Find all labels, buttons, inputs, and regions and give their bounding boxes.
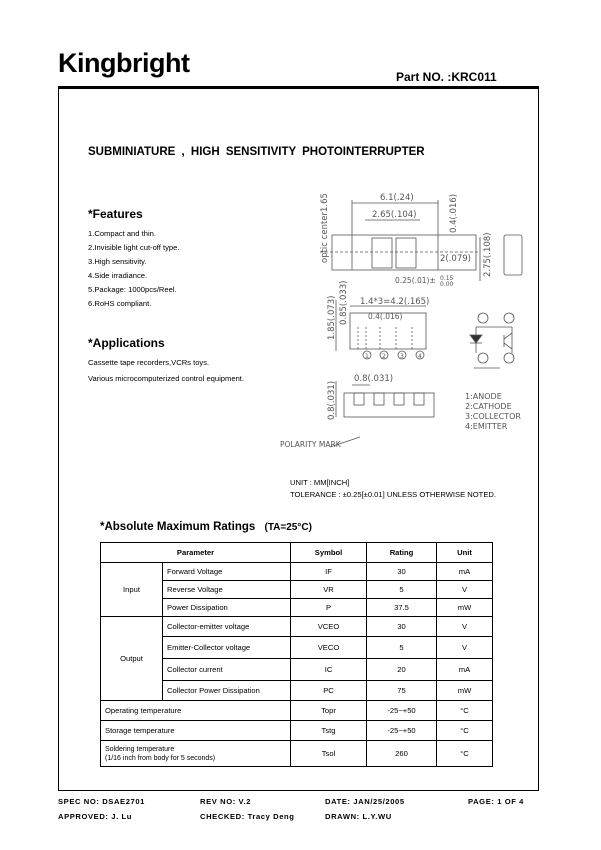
feature-item: 2.Invisible light cut-off type. <box>88 243 180 252</box>
param-line: (1/16 inch from body for 5 seconds) <box>105 754 216 762</box>
table-row <box>101 721 493 741</box>
symbol-cell: IC <box>291 659 367 681</box>
ratings-title <box>100 521 312 533</box>
group-output: Output <box>101 617 163 701</box>
pin-label: 4:EMITTER <box>465 422 508 431</box>
param-cell: Collector current <box>163 659 291 681</box>
header-unit: Unit <box>437 543 493 563</box>
symbol-cell: Tsol <box>291 741 367 767</box>
param-cell <box>101 741 291 767</box>
dim-d7a: 0.15 <box>440 275 454 282</box>
rating-cell: 20 <box>367 659 437 681</box>
unit-cell: °C <box>437 741 493 767</box>
table-row <box>101 741 493 767</box>
symbol-cell: Tstg <box>291 721 367 741</box>
brand-logo: Kingbright <box>58 48 190 78</box>
unit-note: UNIT : MM[INCH] <box>290 478 350 487</box>
pin-label: 1:ANODE <box>465 392 502 401</box>
param-cell: Collector Power Dissipation <box>163 681 291 701</box>
feature-item: 6.RoHS compliant. <box>88 299 152 308</box>
rating-cell: 30 <box>367 617 437 637</box>
dim-d1: 6.1(.24) <box>380 193 414 203</box>
rating-cell: 260 <box>367 741 437 767</box>
header-parameter: Parameter <box>101 543 291 563</box>
ratings-title-text: *Absolute Maximum Ratings <box>100 521 256 533</box>
param-cell: Storage temperature <box>101 721 291 741</box>
rating-cell: -25~+50 <box>367 721 437 741</box>
unit-cell: mA <box>437 659 493 681</box>
unit-cell: mA <box>437 563 493 581</box>
unit-cell: V <box>437 637 493 659</box>
pin-number: 3 <box>400 353 404 360</box>
pin-number: 2 <box>382 353 386 360</box>
footer-checked: CHECKED: Tracy Deng <box>200 812 295 821</box>
footer-drawn: DRAWN: L.Y.WU <box>325 812 392 821</box>
unit-cell: mW <box>437 681 493 701</box>
polarity-mark-label: POLARITY MARK <box>280 440 341 449</box>
dim-d7: 0.25(.01)± <box>395 276 436 285</box>
dim-d3: 0.4(.016) <box>449 193 459 233</box>
emitter-window <box>372 238 392 268</box>
param-cell: Reverse Voltage <box>163 581 291 599</box>
package-drawing <box>280 185 540 460</box>
pin-label: 3:COLLECTOR <box>465 412 521 421</box>
feature-item: 1.Compact and thin. <box>88 229 156 238</box>
param-cell: Collector-emitter voltage <box>163 617 291 637</box>
dim-d5: 2.75(.108) <box>483 232 493 277</box>
unit-cell: °C <box>437 701 493 721</box>
ratings-table <box>100 542 493 767</box>
table-row <box>101 563 493 581</box>
features-heading: *Features <box>88 207 143 221</box>
application-item: Various microcomputerized control equipment. <box>88 374 245 383</box>
detector-window <box>396 238 416 268</box>
body-outline <box>332 235 476 270</box>
dim-d13: 0.8(.031) <box>327 380 337 420</box>
side-view <box>504 235 522 275</box>
ratings-condition: (TA=25°C) <box>264 522 312 533</box>
header-symbol: Symbol <box>291 543 367 563</box>
symbol-cell: VR <box>291 581 367 599</box>
part-number: Part NO. :KRC011 <box>396 70 497 84</box>
tolerance-note: TOLERANCE : ±0.25[±0.01] UNLESS OTHERWISE NOTED. <box>290 490 496 499</box>
feature-item: 4.Side irradiance. <box>88 271 148 280</box>
dim-d9: 0.4(.016) <box>368 312 403 321</box>
dim-d10: 0.85(.033) <box>339 280 349 325</box>
footer-date: DATE: JAN/25/2005 <box>325 797 405 806</box>
pin-number: 4 <box>418 353 422 360</box>
footer-spec: SPEC NO: DSAE2701 <box>58 797 146 806</box>
param-cell: Emitter-Collector voltage <box>163 637 291 659</box>
footer-rev: REV NO: V.2 <box>200 797 252 806</box>
pin-number: 1 <box>365 353 369 360</box>
rating-cell: 37.5 <box>367 599 437 617</box>
table-header-row <box>101 543 493 563</box>
param-cell: Operating temperature <box>101 701 291 721</box>
table-row <box>101 617 493 637</box>
symbol-cell: PC <box>291 681 367 701</box>
document-title: SUBMINIATURE , HIGH SENSITIVITY PHOTOINTERRUPTER <box>88 146 425 158</box>
rating-cell: 30 <box>367 563 437 581</box>
group-input: Input <box>101 563 163 617</box>
dim-d8: 1.4*3=4.2(.165) <box>360 297 430 307</box>
dim-d6: optic center1.65 <box>320 193 330 263</box>
feature-item: 5.Package: 1000pcs/Reel. <box>88 285 177 294</box>
rating-cell: 5 <box>367 581 437 599</box>
dim-d12: 0.8(.031) <box>354 374 394 384</box>
param-line: Soldering temperature <box>105 745 175 753</box>
rating-cell: 75 <box>367 681 437 701</box>
dim-d4: 2(.079) <box>440 254 471 264</box>
table-row <box>101 701 493 721</box>
rating-cell: -25~+50 <box>367 701 437 721</box>
dim-d11: 1.85(.073) <box>327 295 337 340</box>
footer-page: PAGE: 1 OF 4 <box>468 797 525 806</box>
applications-heading: *Applications <box>88 336 165 350</box>
pin-label: 2:CATHODE <box>465 402 512 411</box>
symbol-cell: P <box>291 599 367 617</box>
header-rating: Rating <box>367 543 437 563</box>
symbol-cell: Topr <box>291 701 367 721</box>
unit-cell: V <box>437 617 493 637</box>
unit-cell: V <box>437 581 493 599</box>
feature-item: 3.High sensitivity. <box>88 257 147 266</box>
footer-approved: APPROVED: J. Lu <box>58 812 132 821</box>
application-item: Cassette tape recorders,VCRs toys. <box>88 358 210 367</box>
dim-d7b: 0.00 <box>440 281 454 288</box>
param-cell: Power Dissipation <box>163 599 291 617</box>
rating-cell: 5 <box>367 637 437 659</box>
symbol-cell: VECO <box>291 637 367 659</box>
param-cell: Forward Voltage <box>163 563 291 581</box>
symbol-cell: VCEO <box>291 617 367 637</box>
unit-cell: °C <box>437 721 493 741</box>
dim-d2: 2.65(.104) <box>372 210 417 220</box>
unit-cell: mW <box>437 599 493 617</box>
symbol-cell: IF <box>291 563 367 581</box>
